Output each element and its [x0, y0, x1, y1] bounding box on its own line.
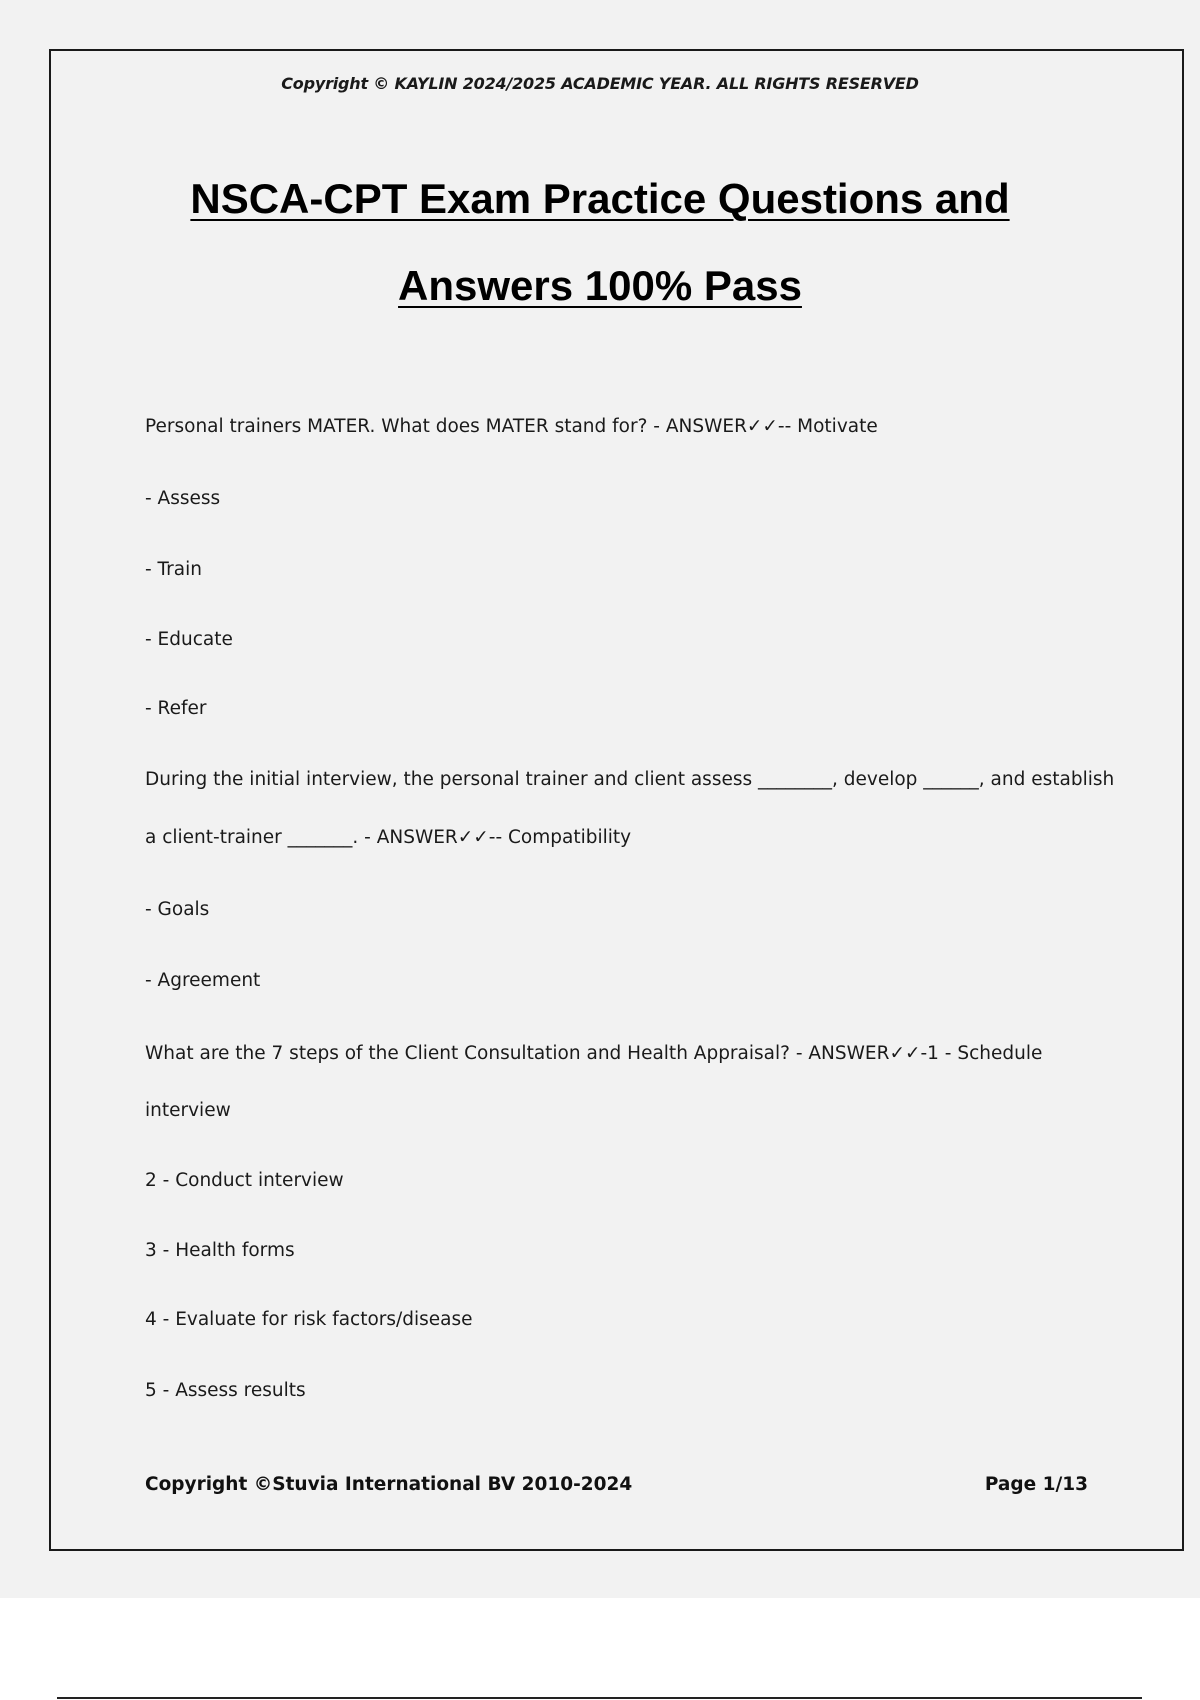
question-1-text: Personal trainers MATER. What does MATER stand for? - ANSWER✓✓-- Motivate [145, 416, 878, 437]
answer-3-step-4: 4 - Evaluate for risk factors/disease [145, 1309, 473, 1330]
answer-1-item-assess: - Assess [145, 488, 221, 509]
page-number: Page 1/13 [984, 1474, 1088, 1495]
answer-3-step-3: 3 - Health forms [145, 1240, 295, 1261]
answer-1-item-refer: - Refer [145, 698, 207, 719]
footer-copyright: Copyright ©Stuvia International BV 2010-2024 [145, 1474, 633, 1495]
answer-3-step-5: 5 - Assess results [145, 1380, 306, 1401]
question-3-text-line-2: interview [145, 1100, 231, 1121]
answer-1-item-train: - Train [145, 559, 202, 580]
next-page-divider [57, 1697, 1142, 1699]
question-3-text-line-1: What are the 7 steps of the Client Consultation and Health Appraisal? - ANSWER✓✓-1 - Schedule [145, 1043, 1043, 1064]
answer-2-item-goals: - Goals [145, 899, 210, 920]
question-2-text-line-2: a client-trainer _______. - ANSWER✓✓-- Compatibility [145, 827, 632, 848]
document-title-line-2 [0, 262, 1200, 309]
answer-1-item-educate: - Educate [145, 629, 233, 650]
header-copyright: Copyright © KAYLIN 2024/2025 ACADEMIC YEAR. ALL RIGHTS RESERVED [281, 74, 919, 93]
document-title-line-1-text: NSCA-CPT Exam Practice Questions and [190, 175, 1010, 222]
answer-2-item-agreement: - Agreement [145, 970, 261, 991]
document-title-line-2-text: Answers 100% Pass [398, 262, 802, 309]
document-title-line-1 [0, 175, 1200, 222]
answer-3-step-2: 2 - Conduct interview [145, 1170, 344, 1191]
question-2-text-line-1: During the initial interview, the personal trainer and client assess ________, develop ______, and establish [145, 769, 1115, 790]
